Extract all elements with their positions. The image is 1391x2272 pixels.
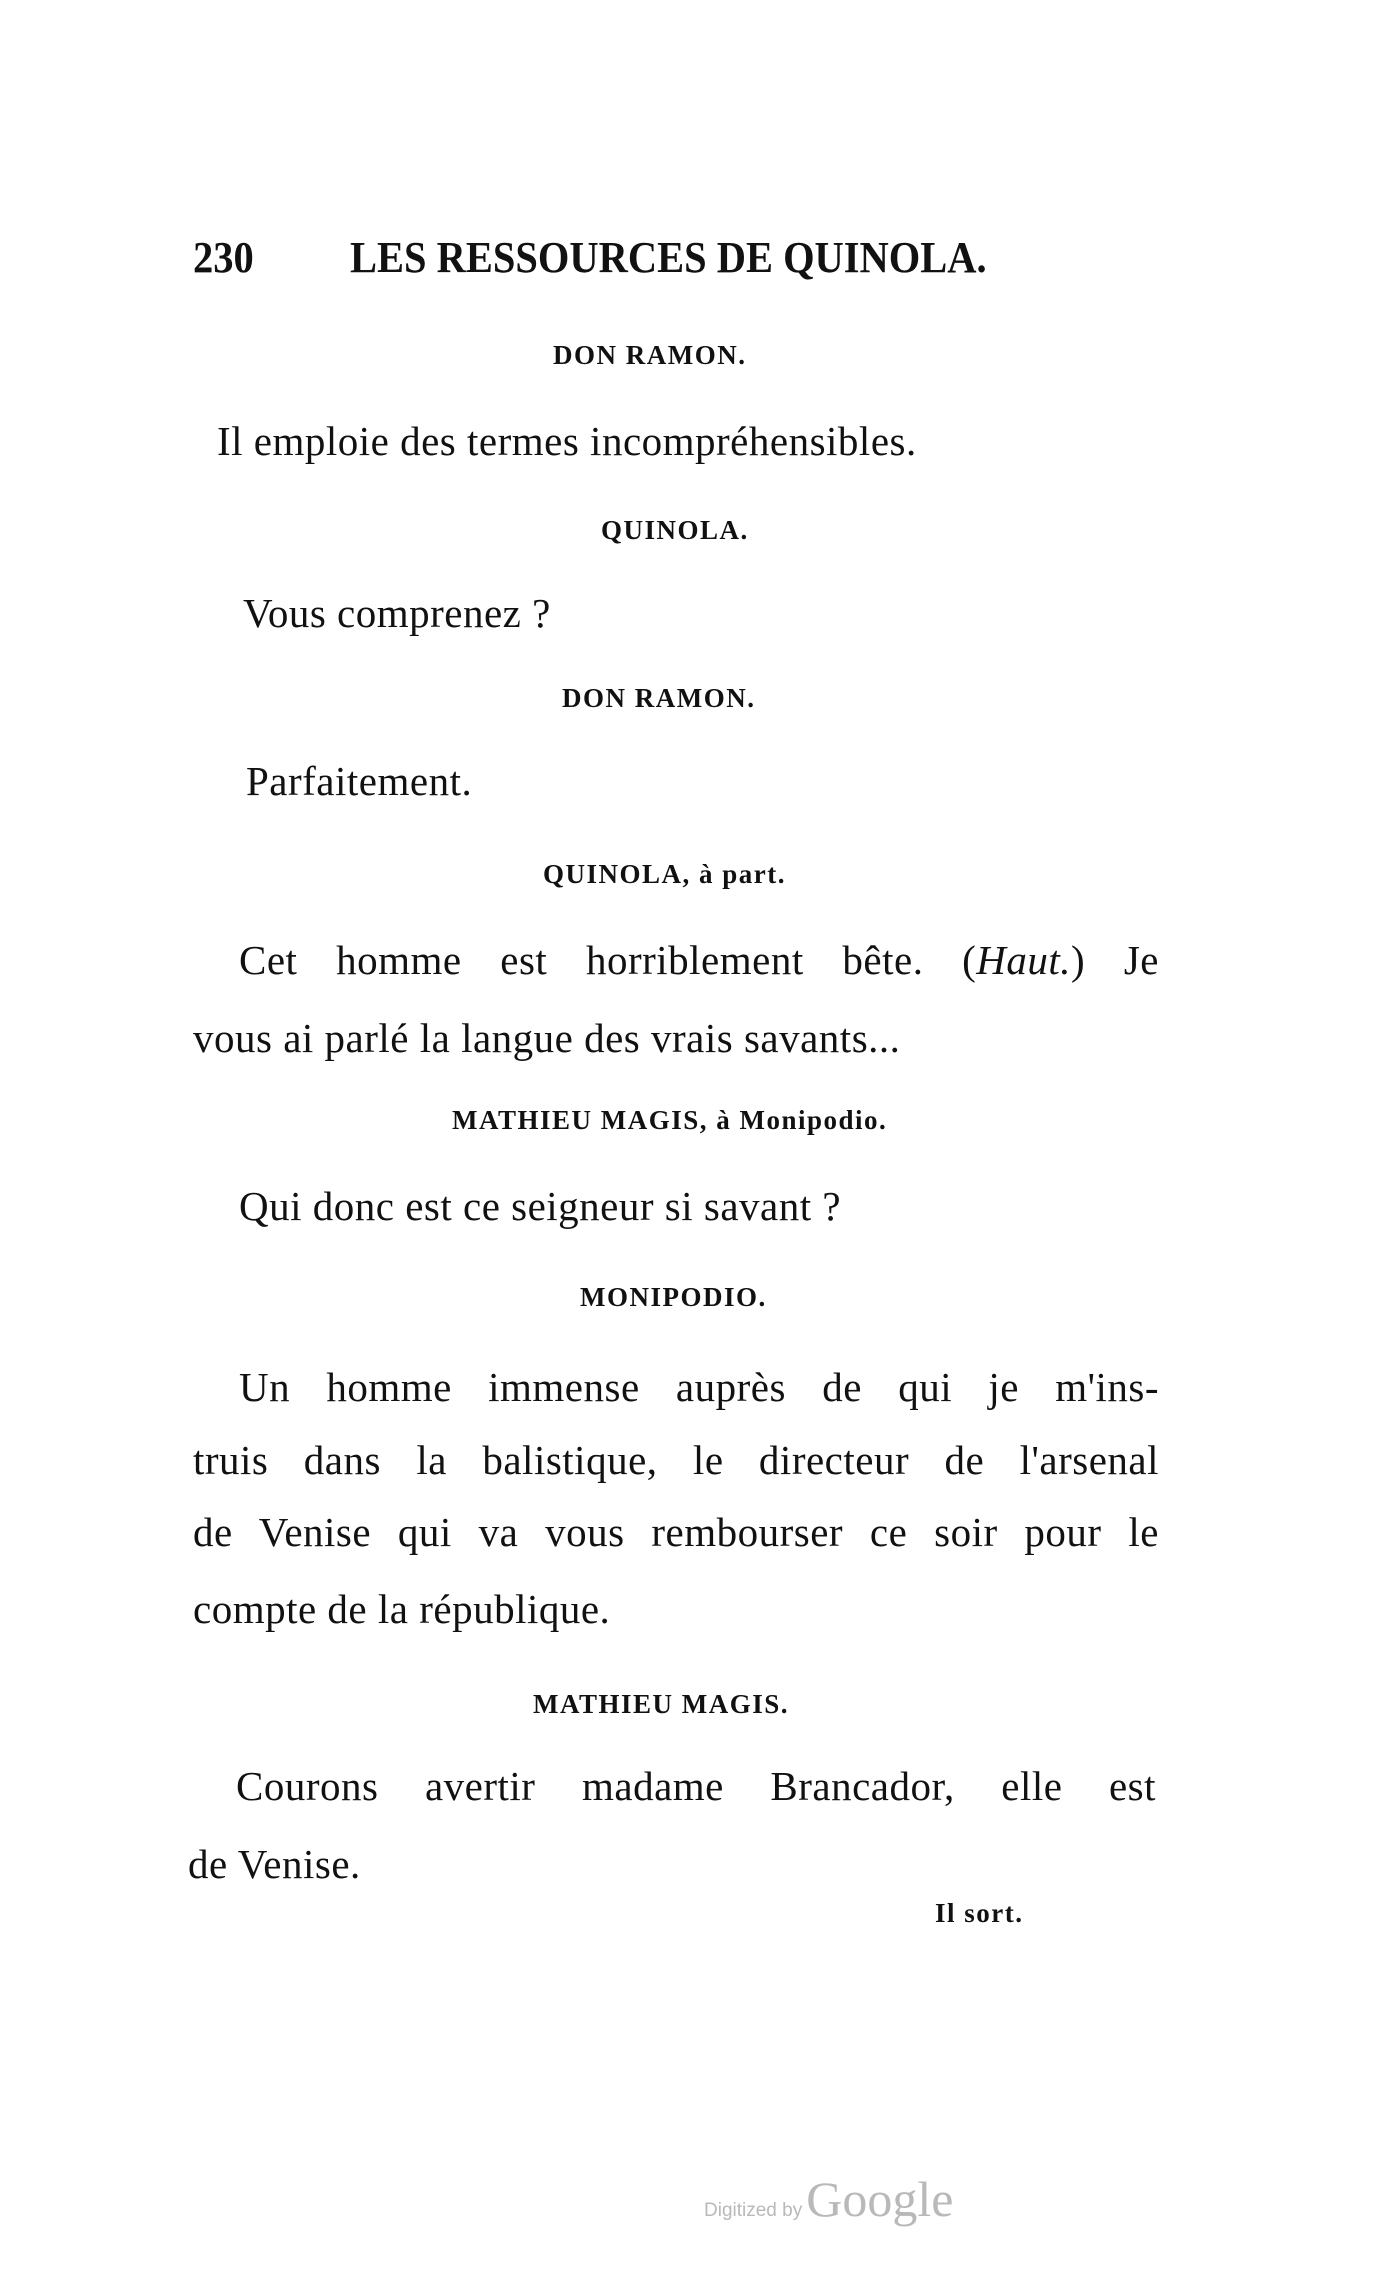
stage-direction: Il sort.	[935, 1898, 1024, 1928]
google-watermark	[704, 2170, 953, 2228]
dialogue-line: de Venise.	[188, 1841, 361, 1887]
speaker-label: QUINOLA.	[601, 515, 749, 545]
dialogue-line: Un homme immense auprès de qui je m'ins-	[239, 1364, 1159, 1410]
dialogue-line: Qui donc est ce seigneur si savant ?	[239, 1183, 842, 1229]
dialogue-line: Parfaitement.	[246, 758, 473, 804]
dialogue-line	[239, 937, 1159, 983]
dialogue-line: compte de la république.	[193, 1586, 611, 1632]
stage-direction: Haut.	[976, 937, 1072, 983]
watermark-prefix: Digitized by	[704, 2200, 803, 2221]
dialogue-line: de Venise qui va vous rembourser ce soir pour le	[193, 1509, 1159, 1555]
dialogue-line: Courons avertir madame Brancador, elle est	[236, 1763, 1156, 1809]
speaker-label: MATHIEU MAGIS.	[533, 1689, 790, 1719]
text-segment: ) Je	[1071, 937, 1159, 983]
google-logo: Google	[806, 2171, 954, 2227]
speaker-label: MATHIEU MAGIS, à Monipodio.	[452, 1105, 888, 1135]
speaker-label: QUINOLA, à part.	[543, 859, 787, 889]
running-title: LES RESSOURCES DE QUINOLA.	[350, 233, 987, 282]
dialogue-line: vous ai parlé la langue des vrais savants...	[193, 1015, 901, 1061]
page-number: 230	[193, 233, 254, 282]
text-segment: Cet homme est horriblement bête. (	[239, 937, 977, 983]
dialogue-line: Vous comprenez ?	[243, 590, 551, 636]
speaker-label: DON RAMON.	[553, 340, 747, 370]
speaker-label: MONIPODIO.	[580, 1282, 767, 1312]
speaker-label: DON RAMON.	[562, 683, 756, 713]
dialogue-line: Il emploie des termes incompréhensibles.	[217, 418, 917, 464]
dialogue-line: truis dans la balistique, le directeur de l'arsenal	[193, 1437, 1159, 1483]
